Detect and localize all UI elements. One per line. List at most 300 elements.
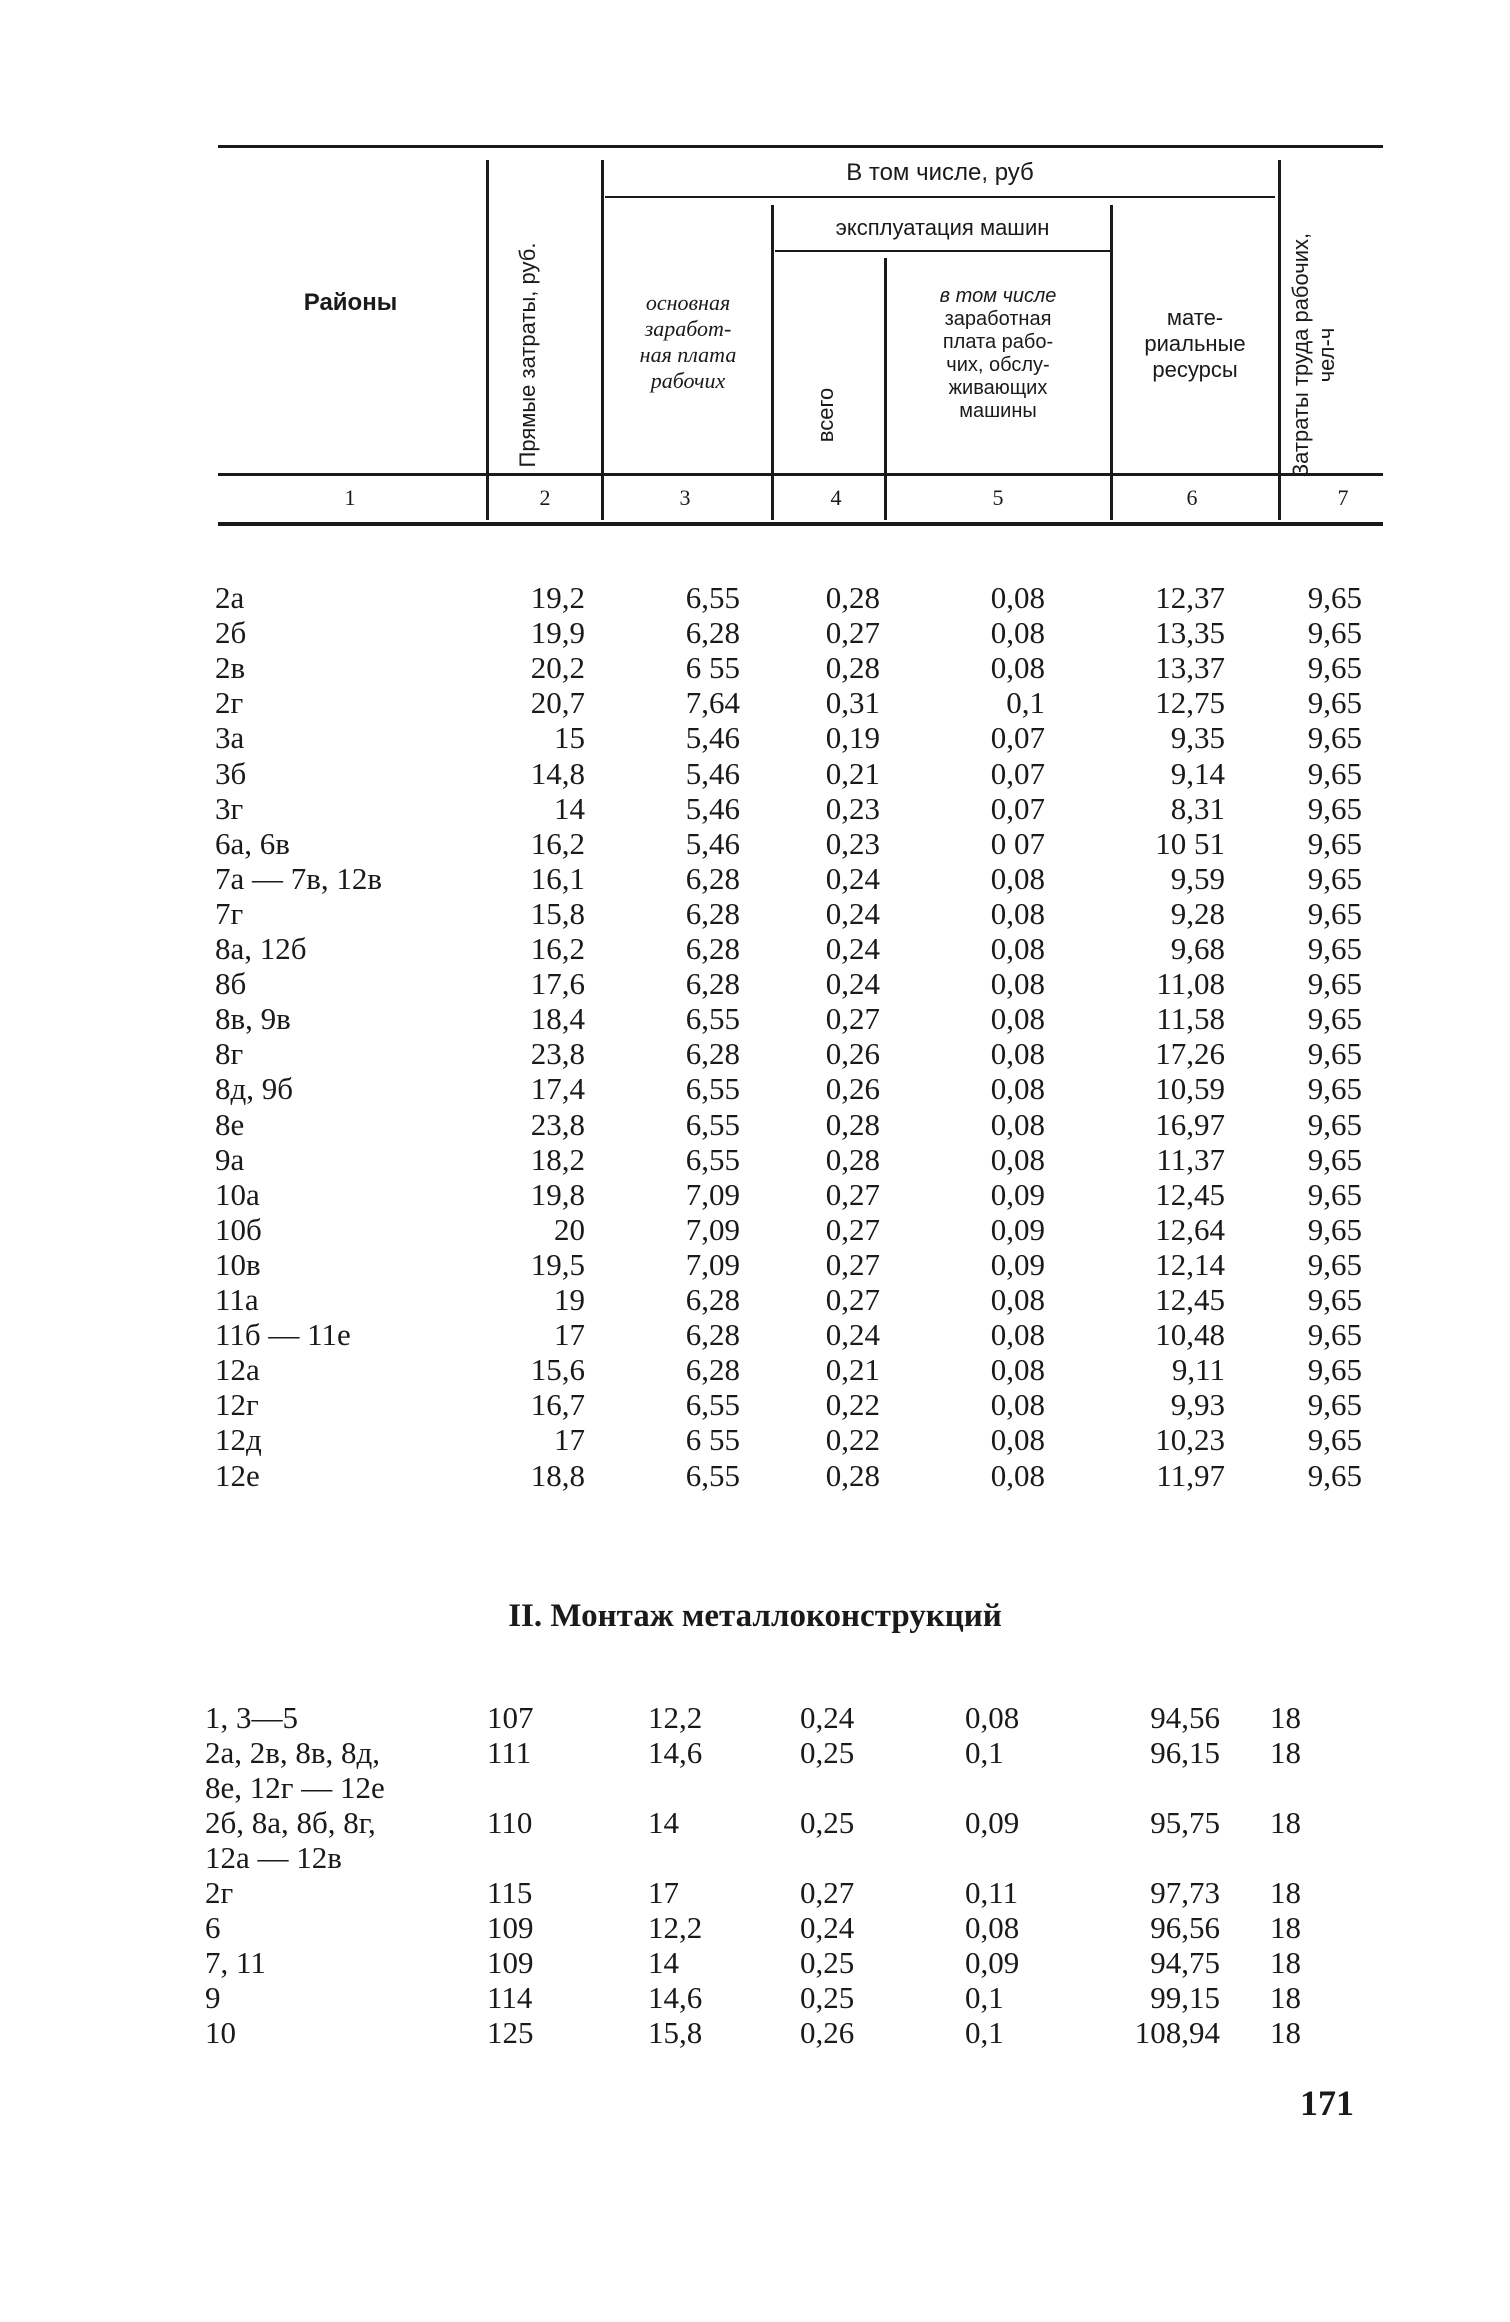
value-cell: 111 [487,1735,532,1770]
value-cell: 16,7 [530,1387,585,1423]
osnovnaya-line-3: ная плата [639,342,737,367]
table-row [0,826,1510,861]
value-cell: 6,55 [685,1387,740,1423]
value-cell: 10,59 [1155,1071,1225,1107]
value-cell: 9,65 [1307,1387,1362,1423]
value-cell: 0,24 [825,860,880,896]
value-cell: 9,65 [1307,1106,1362,1142]
value-cell: 16,1 [530,860,585,896]
value-cell: 15,8 [530,895,585,931]
table-row [0,1107,1510,1142]
value-cell: 0,09 [990,1211,1045,1247]
header-osnovnaya-zarplata [608,290,768,394]
value-cell: 0,28 [825,1457,880,1493]
value-cell: 0,24 [825,966,880,1002]
value-cell: 6,55 [685,1001,740,1037]
table-row [0,1317,1510,1352]
value-cell: 18,4 [530,1001,585,1037]
page-number: 171 [1300,2083,1354,2123]
value-cell: 11,97 [1156,1457,1225,1493]
col-sep-3 [771,205,774,520]
value-cell: 0,08 [990,1317,1045,1353]
region-cell: 3б [215,755,247,791]
value-cell: 10,23 [1155,1422,1225,1458]
value-cell: 9,65 [1307,895,1362,931]
value-cell: 107 [487,1700,534,1735]
value-cell: 9,68 [1170,931,1225,966]
table-row [0,1875,1510,1910]
table-row [0,720,1510,755]
value-cell: 19,8 [530,1176,585,1212]
value-cell: 17,26 [1155,1036,1225,1072]
col-sep-5 [1110,205,1113,520]
value-cell: 97,73 [1150,1875,1220,1910]
value-cell: 18 [1270,1700,1301,1735]
table-row [0,896,1510,931]
region-cell: 2в [215,650,246,686]
value-cell: 16,2 [530,825,585,861]
value-cell: 0,08 [990,1457,1045,1493]
value-cell: 17 [648,1875,679,1910]
region-cell: 7а — 7в, 12в [215,860,383,896]
col-sep-4 [884,258,887,520]
value-cell: 0,24 [825,895,880,931]
value-cell: 10,48 [1155,1317,1225,1353]
region-cell: 12а [215,1352,260,1388]
table-row [0,1387,1510,1422]
value-cell: 94,75 [1150,1945,1220,1980]
zar-line-3: плата рабо- [942,331,1054,353]
value-cell: 13,35 [1155,615,1225,651]
value-cell: 9,93 [1170,1387,1225,1423]
table-row [0,580,1510,615]
region-cell: 8б [215,966,247,1002]
value-cell: 9,65 [1307,1352,1362,1388]
osnovnaya-line-1: основная [645,290,731,315]
value-cell: 7,09 [685,1176,740,1212]
value-cell: 14,6 [648,1735,703,1770]
mat-line-3: ресурсы [1152,357,1238,382]
region-cell: 8а, 12б [215,931,307,966]
header-pryamye-zatraty: Прямые затраты, руб. [515,242,540,468]
value-cell: 9,65 [1307,720,1362,756]
value-cell: 6,28 [685,966,740,1002]
value-cell: 109 [487,1945,534,1980]
value-cell: 0,08 [965,1910,1020,1945]
region-cell: 2г [215,685,244,721]
value-cell: 99,15 [1150,1980,1220,2015]
mat-line-1: мате- [1166,305,1224,330]
value-cell: 8,31 [1170,790,1225,826]
header-bottom-rule [218,473,1383,476]
region-cell: 12а — 12в [205,1840,342,1875]
value-cell: 9,65 [1307,790,1362,826]
value-cell: 19,2 [530,580,585,615]
value-cell: 5,46 [685,790,740,826]
value-cell: 6,55 [685,1141,740,1177]
value-cell: 6 55 [685,650,740,686]
region-cell: 2б [215,615,247,651]
col-sep-1 [486,160,489,520]
value-cell: 18 [1270,1910,1301,1945]
value-cell: 10 51 [1155,825,1225,861]
section-title: II. Монтаж металлоконструкций [508,1598,1002,1634]
header-numbers-rule [218,522,1383,526]
value-cell: 6,28 [685,615,740,651]
value-cell: 6,55 [685,580,740,615]
table-row [0,1735,1510,1805]
value-cell: 0,24 [825,1317,880,1353]
region-cell: 6а, 6в [215,825,290,861]
region-cell: 2а, 2в, 8в, 8д, [205,1735,381,1770]
value-cell: 0,07 [990,720,1045,756]
value-cell: 18 [1270,1875,1301,1910]
value-cell: 6,28 [685,1352,740,1388]
value-cell: 9,65 [1307,860,1362,896]
value-cell: 9,65 [1307,1282,1362,1317]
value-cell: 0,08 [990,1071,1045,1107]
region-cell: 8е, 12г — 12е [205,1770,385,1805]
table-row [0,650,1510,685]
value-cell: 0,1 [1006,685,1045,721]
col-number-4: 4 [830,485,842,510]
value-cell: 14,6 [648,1980,703,2015]
region-cell: 9 [205,1980,221,2015]
value-cell: 0,25 [800,1735,855,1770]
value-cell: 18 [1270,2015,1301,2050]
value-cell: 18 [1270,1945,1301,1980]
region-cell: 8г [215,1036,244,1072]
value-cell: 12,14 [1155,1246,1225,1282]
value-cell: 0,25 [800,1945,855,1980]
col-number-5: 5 [992,485,1004,510]
value-cell: 9,65 [1307,1001,1362,1037]
value-cell: 17,6 [530,966,585,1002]
value-cell: 0,09 [965,1805,1020,1840]
value-cell: 0,08 [990,1387,1045,1423]
value-cell: 14,8 [530,755,585,791]
value-cell: 0,1 [965,1735,1004,1770]
value-cell: 20,7 [530,685,585,721]
value-cell: 0 07 [990,825,1045,861]
value-cell: 5,46 [685,720,740,756]
value-cell: 94,56 [1150,1700,1220,1735]
value-cell: 18,2 [530,1141,585,1177]
region-cell: 3г [215,790,244,826]
value-cell: 0,07 [990,790,1045,826]
value-cell: 114 [487,1980,533,2015]
value-cell: 0,09 [990,1176,1045,1212]
value-cell: 12,2 [648,1910,703,1945]
table-row [0,1036,1510,1071]
value-cell: 6,28 [685,895,740,931]
value-cell: 0,27 [825,1001,880,1037]
value-cell: 0,08 [990,895,1045,931]
value-cell: 0,26 [825,1036,880,1072]
value-cell: 9,65 [1307,1422,1362,1458]
value-cell: 0,08 [990,1036,1045,1072]
value-cell: 0,28 [825,580,880,615]
value-cell: 18 [1270,1735,1301,1770]
value-cell: 9,59 [1170,860,1225,896]
value-cell: 96,15 [1150,1735,1220,1770]
value-cell: 95,75 [1150,1805,1220,1840]
value-cell: 0,26 [825,1071,880,1107]
value-cell: 0,21 [825,1352,880,1388]
region-cell: 8в, 9в [215,1001,291,1037]
table-row [0,1071,1510,1106]
value-cell: 9,65 [1307,580,1362,615]
region-cell: 7, 11 [205,1945,266,1980]
value-cell: 0,25 [800,1980,855,2015]
value-cell: 9,65 [1307,650,1362,686]
table-row [0,791,1510,826]
value-cell: 9,65 [1307,1071,1362,1107]
table-row [0,1212,1510,1247]
value-cell: 0,08 [990,1422,1045,1458]
value-cell: 15 [554,720,585,756]
value-cell: 12,75 [1155,685,1225,721]
value-cell: 0,08 [990,966,1045,1002]
value-cell: 17,4 [530,1071,585,1107]
col-number-3: 3 [679,485,691,510]
value-cell: 12,2 [648,1700,703,1735]
value-cell: 12,37 [1155,580,1225,615]
value-cell: 9,65 [1307,615,1362,651]
value-cell: 0,08 [990,931,1045,966]
value-cell: 125 [487,2015,534,2050]
ekspluatatsiya-rule [775,250,1110,252]
value-cell: 14 [648,1945,679,1980]
table-row [0,1001,1510,1036]
zar-line-5: живающих [948,377,1048,399]
header-ekspluatatsiya: эксплуатация машин [835,215,1050,240]
region-cell: 2г [205,1875,234,1910]
value-cell: 9,65 [1307,1176,1362,1212]
value-cell: 0,08 [990,1001,1045,1037]
region-cell: 2б, 8а, 8б, 8г, [205,1805,376,1840]
region-cell: 8д, 9б [215,1071,294,1107]
value-cell: 110 [487,1805,533,1840]
value-cell: 0,08 [965,1700,1020,1735]
region-cell: 12г [215,1387,259,1423]
value-cell: 109 [487,1910,534,1945]
value-cell: 6,28 [685,860,740,896]
value-cell: 0,08 [990,1352,1045,1388]
header-zatraty-truda: Затраты труда рабочих, чел-ч [1288,232,1339,478]
region-cell: 12е [215,1457,260,1493]
table-row [0,1945,1510,1980]
value-cell: 6,28 [685,1282,740,1317]
region-cell: 12д [215,1422,262,1458]
value-cell: 0,24 [800,1700,855,1735]
region-cell: 10а [215,1176,260,1212]
value-cell: 20,2 [530,650,585,686]
value-cell: 7,64 [685,685,740,721]
value-cell: 9,65 [1307,1317,1362,1353]
value-cell: 0,08 [990,615,1045,651]
zar-line-6: машины [959,400,1037,422]
table-row [0,1352,1510,1387]
region-cell: 1, 3—5 [205,1700,298,1735]
region-cell: 10б [215,1211,262,1247]
value-cell: 0,07 [990,755,1045,791]
region-cell: 10в [215,1246,261,1282]
value-cell: 7,09 [685,1246,740,1282]
value-cell: 0,23 [825,825,880,861]
region-cell: 11б — 11е [215,1317,351,1353]
col-sep-2 [601,160,604,520]
value-cell: 96,56 [1150,1910,1220,1945]
value-cell: 108,94 [1134,2015,1220,2050]
table-row [0,1910,1510,1945]
value-cell: 18 [1270,1805,1301,1840]
value-cell: 9,35 [1170,720,1225,756]
value-cell: 0,1 [965,2015,1004,2050]
mat-line-2: риальные [1144,331,1246,356]
value-cell: 13,37 [1155,650,1225,686]
value-cell: 5,46 [685,825,740,861]
region-cell: 3а [215,720,245,756]
header-top-rule [218,145,1383,148]
value-cell: 0,21 [825,755,880,791]
value-cell: 0,23 [825,790,880,826]
value-cell: 6,28 [685,931,740,966]
value-cell: 0,26 [800,2015,855,2050]
value-cell: 9,14 [1170,755,1225,791]
value-cell: 0,24 [825,931,880,966]
table-row [0,756,1510,791]
value-cell: 12,45 [1155,1176,1225,1212]
value-cell: 0,08 [990,860,1045,896]
region-cell: 6 [205,1910,221,1945]
value-cell: 16,97 [1155,1106,1225,1142]
col-number-2: 2 [539,485,551,510]
region-cell: 7г [215,895,244,931]
value-cell: 14 [554,790,585,826]
value-cell: 15,6 [530,1352,585,1388]
value-cell: 11,08 [1156,966,1225,1002]
value-cell: 0,28 [825,650,880,686]
table-row [0,1177,1510,1212]
zar-line-4: чих, обслу- [946,354,1050,376]
region-cell: 9а [215,1141,245,1177]
value-cell: 0,08 [990,1106,1045,1142]
region-cell: 8е [215,1106,245,1142]
osnovnaya-line-4: рабочих [650,368,726,393]
value-cell: 0,27 [825,615,880,651]
value-cell: 12,64 [1155,1211,1225,1247]
table-row [0,2015,1510,2050]
header-materialnye-resursy [1114,305,1276,383]
value-cell: 6,28 [685,1036,740,1072]
value-cell: 6,55 [685,1071,740,1107]
table-row [0,1458,1510,1493]
value-cell: 0,09 [990,1246,1045,1282]
value-cell: 0,1 [965,1980,1004,2015]
value-cell: 0,27 [825,1211,880,1247]
header-v-tom-chisle: В том числе, руб [846,159,1034,186]
table-row [0,615,1510,650]
value-cell: 9,65 [1307,1211,1362,1247]
value-cell: 9,65 [1307,685,1362,721]
value-cell: 19 [554,1282,585,1317]
value-cell: 19,9 [530,615,585,651]
value-cell: 12,45 [1155,1282,1225,1317]
value-cell: 0,09 [965,1945,1020,1980]
value-cell: 6,55 [685,1457,740,1493]
value-cell: 9,65 [1307,966,1362,1002]
value-cell: 18,8 [530,1457,585,1493]
table-row [0,966,1510,1001]
value-cell: 9,65 [1307,1246,1362,1282]
value-cell: 0,22 [825,1422,880,1458]
value-cell: 0,24 [800,1910,855,1945]
col-sep-6 [1278,160,1281,520]
value-cell: 0,08 [990,580,1045,615]
value-cell: 19,5 [530,1246,585,1282]
value-cell: 9,65 [1307,1141,1362,1177]
region-cell: 2а [215,580,245,615]
table-row [0,1282,1510,1317]
value-cell: 23,8 [530,1106,585,1142]
value-cell: 9,65 [1307,1036,1362,1072]
value-cell: 11,58 [1156,1001,1225,1037]
value-cell: 9,65 [1307,755,1362,791]
col-number-7: 7 [1337,485,1349,510]
osnovnaya-line-2: заработ- [644,316,732,341]
value-cell: 6,28 [685,1317,740,1353]
col-number-6: 6 [1186,485,1198,510]
zar-line-1: в том числе [939,285,1057,307]
header-v-tom-chisle-zarplata [888,285,1108,423]
value-cell: 9,65 [1307,1457,1362,1493]
value-cell: 0,31 [825,685,880,721]
value-cell: 23,8 [530,1036,585,1072]
table-row [0,931,1510,966]
value-cell: 0,25 [800,1805,855,1840]
table-row [0,1422,1510,1457]
region-cell: 10 [205,2015,236,2050]
value-cell: 0,08 [990,1141,1045,1177]
value-cell: 14 [648,1805,679,1840]
value-cell: 0,08 [990,650,1045,686]
value-cell: 0,27 [825,1176,880,1212]
value-cell: 0,22 [825,1387,880,1423]
value-cell: 0,27 [825,1282,880,1317]
table-row [0,1700,1510,1735]
value-cell: 11,37 [1156,1141,1225,1177]
value-cell: 15,8 [648,2015,703,2050]
table-row [0,685,1510,720]
value-cell: 0,19 [825,720,880,756]
value-cell: 6 55 [685,1422,740,1458]
value-cell: 0,27 [825,1246,880,1282]
table-row [0,1805,1510,1875]
v-tom-chisle-rule [605,196,1275,198]
table-row [0,1142,1510,1177]
header-vsego: всего [813,387,838,443]
value-cell: 7,09 [685,1211,740,1247]
value-cell: 0,11 [965,1875,1019,1910]
value-cell: 17 [554,1422,585,1458]
value-cell: 9,65 [1307,931,1362,966]
value-cell: 18 [1270,1980,1301,2015]
table-row [0,1980,1510,2015]
region-cell: 11а [215,1282,259,1317]
value-cell: 17 [554,1317,585,1353]
col-number-1: 1 [344,485,356,510]
